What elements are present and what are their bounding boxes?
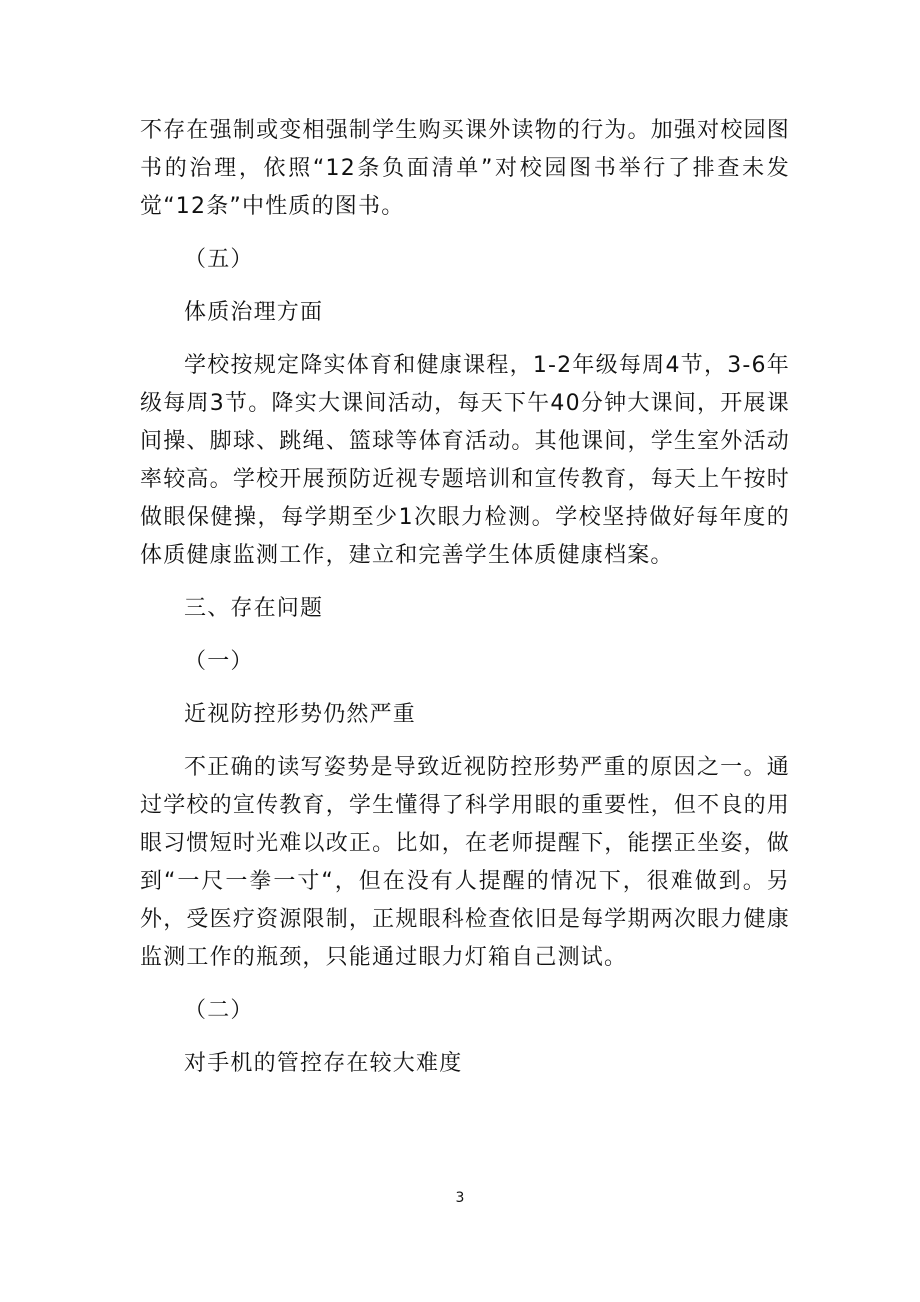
section-heading-myopia: 近视防控形势仍然严重 — [184, 702, 417, 727]
section-number-5: （五） — [184, 247, 254, 272]
section-number-2: （二） — [184, 998, 254, 1023]
paragraph-physical: 学校按规定降实体育和健康课程，1-2年级每周4节，3-6年级每周3节。降实大课间活动，每天下午40分钟大课间，开展课间操、脚球、跳绳、篮球等体育活动。其他课间，学生室外活动率较高。学校开展预防近视专题培训和宣传教育，每天上午按时做眼保健操，每学期至少1次眼力检测。学校坚持做好每年度的体质健康监测工作，建立和完善学生体质健康档案。 — [140, 353, 790, 568]
section-heading-phones: 对手机的管控存在较大难度 — [184, 1051, 463, 1076]
paragraph-1: 不存在强制或变相强制学生购买课外读物的行为。加强对校园图书的治理，依照“12条负面清单”对校园图书举行了排查未发觉“12条”中性质的图书。 — [140, 118, 790, 219]
section-heading-problems: 三、存在问题 — [184, 596, 324, 621]
section-number-1: （一） — [184, 649, 254, 674]
section-heading-physical: 体质治理方面 — [184, 300, 324, 325]
paragraph-myopia: 不正确的读写姿势是导致近视防控形势严重的原因之一。通过学校的宣传教育，学生懂得了科学用眼的重要性，但不良的用眼习惯短时光难以改正。比如，在老师提醒下，能摆正坐姿，做到“一尺一拳一寸“，但在没有人提醒的情况下，很难做到。另外，受医疗资源限制，正规眼科检查依旧是每学期两次眼力健康监测工作的瓶颈，只能通过眼力灯箱自己测试。 — [140, 755, 790, 970]
document-body — [140, 112, 790, 1098]
page-number: 3 — [455, 1190, 465, 1206]
